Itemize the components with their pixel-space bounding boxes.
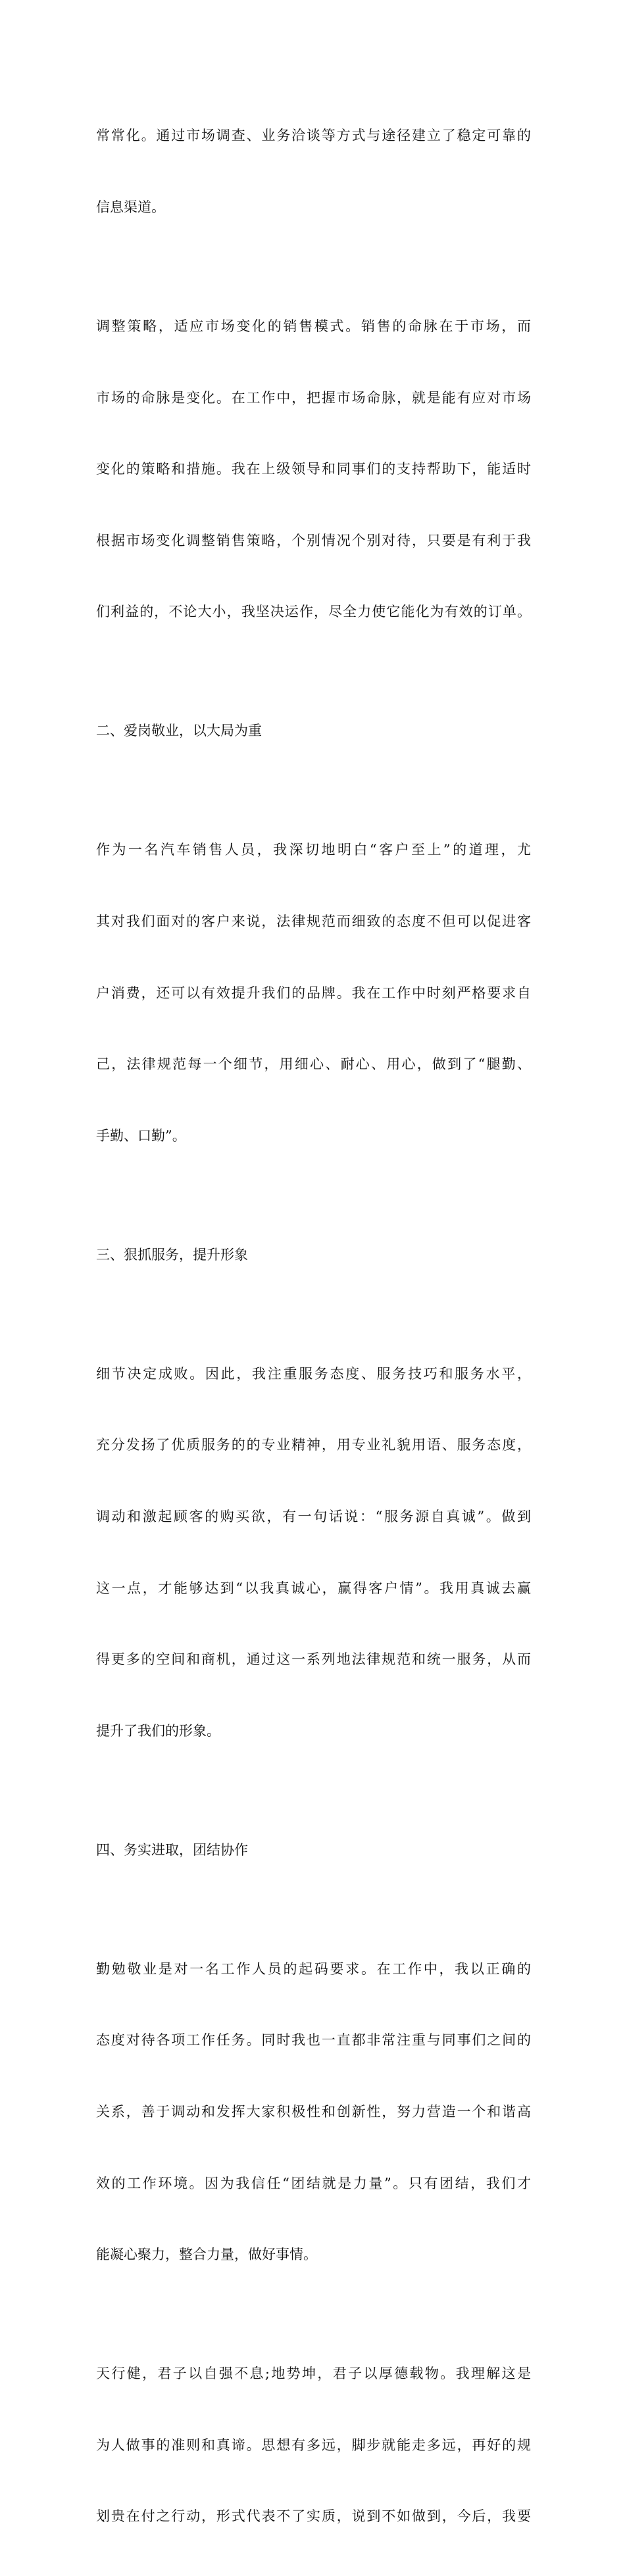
text-line: 这一点，才能够达到“以我真诚心，赢得客户情”。我用真诚去赢 [96,1580,531,1596]
text-line: 手勤、口勤”。 [96,1127,186,1144]
text-line: 勤勉敬业是对一名工作人员的起码要求。在工作中，我以正确的 [96,1960,531,1977]
section-heading-4 [96,1790,531,1909]
text-line: 变化的策略和措施。我在上级领导和同事们的支持帮助下，能适时 [96,461,531,477]
text-line: 得更多的空间和商机，通过这一系列地法律规范和统一服务，从而 [96,1651,531,1668]
paragraph-1 [96,76,531,267]
text-line: 态度对待各项工作任务。同时我也一直都非常注重与同事们之间的 [96,2032,531,2049]
paragraph-3 [96,790,531,1195]
text-line: 能凝心聚力，整合力量，做好事情。 [96,2247,317,2263]
text-line: 效的工作环境。因为我信任“团结就是力量”。只有团结，我们才 [96,2175,531,2191]
paragraph-5 [96,1909,531,2314]
section-heading-2 [96,671,531,790]
paragraph-2 [96,267,531,671]
text-line: 信息渠道。 [96,199,165,215]
section-heading-3 [96,1195,531,1314]
text-line: 细节决定成败。因此，我注重服务态度、服务技巧和服务水平， [96,1365,531,1382]
text-line: 关系，善于调动和发挥大家积极性和创新性，努力营造一个和谐高 [96,2103,531,2120]
paragraph-6 [96,2314,531,2576]
paragraph-4 [96,1314,531,1790]
text-line: 己，法律规范每一个细节，用细心、耐心、用心，做到了“腿勤、 [96,1056,531,1073]
text-line: 提升了我们的形象。 [96,1722,220,1739]
text-line: 充分发扬了优质服务的的专业精神，用专业礼貌用语、服务态度， [96,1437,531,1453]
document-page [96,76,531,2576]
text-line: 根据市场变化调整销售策略，个别情况个别对待，只要是有利于我 [96,532,531,548]
heading-line: 四、务实进取，团结协作 [96,1841,248,1858]
text-line: 划贵在付之行动，形式代表不了实质，说到不如做到，今后，我要 [96,2508,531,2525]
text-line: 常常化。通过市场调查、业务洽谈等方式与途径建立了稳定可靠的 [96,128,531,144]
text-line: 调动和激起顾客的购买欲，有一句话说：“服务源自真诚”。做到 [96,1508,531,1524]
text-line: 为人做事的准则和真谛。思想有多远，脚步就能走多远，再好的规 [96,2437,531,2453]
text-line: 天行健，君子以自强不息;地势坤，君子以厚德载物。我理解这是 [96,2366,531,2382]
text-line: 市场的命脉是变化。在工作中，把握市场命脉，就是能有应对市场 [96,389,531,406]
text-line: 户消费，还可以有效提升我们的品牌。我在工作中时刻严格要求自 [96,984,531,1001]
text-line: 调整策略，适应市场变化的销售模式。销售的命脉在于市场，而 [96,318,531,334]
heading-line: 二、爱岗敬业，以大局为重 [96,723,262,739]
text-line: 们利益的，不论大小，我坚决运作，尽全力使它能化为有效的订单。 [96,604,531,620]
heading-line: 三、狠抓服务，提升形象 [96,1246,248,1263]
text-line: 其对我们面对的客户来说，法律规范而细致的态度不但可以促进客 [96,913,531,929]
text-line: 作为一名汽车销售人员，我深切地明白“客户至上”的道理，尤 [96,842,531,858]
